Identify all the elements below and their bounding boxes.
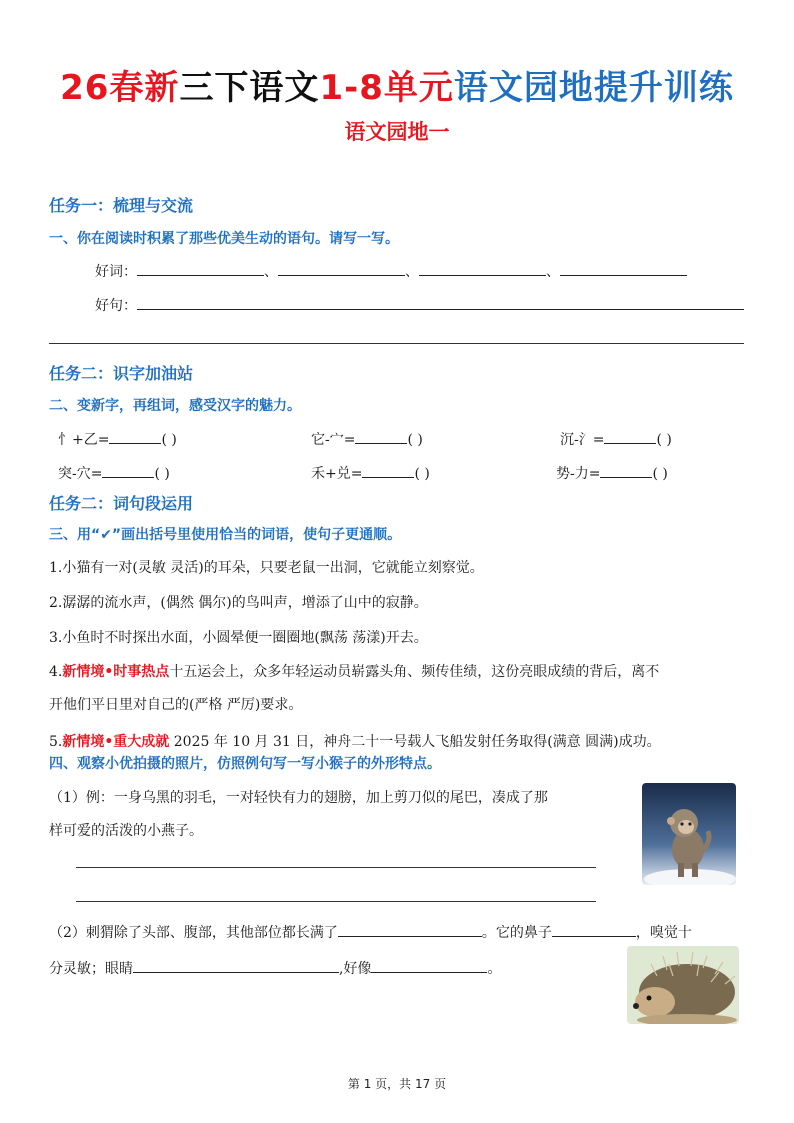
good-sentence-blank-2[interactable]: [49, 343, 744, 344]
hedgehog-image: [627, 946, 739, 1024]
sentence-text: 十五运会上，众多年轻运动员崭露头角、频传佳绩，这份亮眼成绩的背后，离不: [169, 664, 660, 680]
title-part-grade: 三下语文: [179, 68, 320, 108]
monkey-image: [642, 783, 736, 885]
good-word-blank-3[interactable]: [419, 260, 546, 276]
example-1-line2: 样可爱的活泼的小燕子。: [49, 823, 203, 839]
hedgehog-photo: [627, 946, 739, 1024]
task2-heading: 任务二：识字加油站: [49, 364, 194, 383]
sentence-4-cont: 开他们平日里对自己的(严格 严厉)要求。: [49, 697, 303, 713]
hedgehog-spines-blank[interactable]: [338, 921, 482, 937]
hedgehog-text: ，嗅觉十: [635, 925, 692, 941]
sentence-3: 3.小鱼时不时探出水面，小圆晕便一圈圈地(飘荡 荡漾)开去。: [49, 630, 428, 646]
word-paren: ( ): [652, 466, 668, 482]
document-subtitle: 语文园地一: [344, 120, 450, 144]
context-tag: 新情境•时事热点: [62, 664, 170, 680]
sentence-number: 5.: [49, 734, 63, 750]
char-item-6: [556, 462, 668, 483]
hedgehog-text: ,好像: [339, 961, 372, 977]
word-paren: ( ): [407, 432, 423, 448]
char-expression: 势-力=: [556, 466, 601, 482]
hedgehog-text: 分灵敏；眼睛: [49, 961, 133, 977]
word-paren: ( ): [154, 466, 170, 482]
question3-heading: 三、用“✔”画出括号里使用恰当的词语，使句子更通顺。: [49, 527, 402, 543]
char-answer-blank[interactable]: [109, 428, 161, 444]
title-part-season: 26春新: [60, 68, 180, 108]
char-answer-blank[interactable]: [604, 428, 656, 444]
monkey-photo: [642, 783, 736, 885]
context-tag: 新情境•重大成就: [62, 734, 170, 750]
monkey-answer-blank-1[interactable]: [76, 867, 596, 868]
task1-heading: 任务一：梳理与交流: [49, 196, 194, 215]
sentence-2: 2.潺潺的流水声，(偶然 偶尔)的鸟叫声，增添了山中的寂静。: [49, 595, 428, 611]
sentence-4: [49, 661, 659, 681]
good-sentence-row: [95, 294, 744, 315]
char-answer-blank[interactable]: [600, 462, 652, 478]
char-answer-blank[interactable]: [102, 462, 154, 478]
hedgehog-nose-blank[interactable]: [552, 921, 636, 937]
char-expression: 突-穴=: [58, 466, 103, 482]
sentence-text: 2025 年 10 月 31 日，神舟二十一号载人飞船发射任务取得(满意 圆满)成功。: [169, 734, 661, 750]
page-footer: 第 1 页，共 17 页: [347, 1077, 447, 1091]
hedgehog-text: 。: [487, 961, 502, 977]
title-part-units: 1-8单元: [319, 68, 454, 108]
good-sentence-blank-1[interactable]: [137, 294, 744, 310]
char-expression: 沉-氵=: [560, 432, 605, 448]
separator: 、: [264, 264, 278, 280]
question4-heading: 四、观察小优拍摄的照片，仿照例句写一写小猴子的外形特点。: [49, 756, 441, 772]
good-words-row: [95, 260, 687, 281]
good-word-blank-2[interactable]: [278, 260, 405, 276]
char-item-3: [560, 428, 672, 449]
title-part-topic: 语文园地提升训练: [453, 68, 734, 108]
separator: 、: [405, 264, 419, 280]
char-item-2: [311, 428, 423, 449]
hedgehog-eyes-blank[interactable]: [133, 957, 339, 973]
hedgehog-simile-blank[interactable]: [371, 957, 487, 973]
char-answer-blank[interactable]: [355, 428, 407, 444]
sentence-number: 4.: [49, 664, 63, 680]
good-words-label: 好词：: [95, 264, 137, 280]
char-item-4: [58, 462, 170, 483]
document-title: [0, 60, 794, 109]
char-expression: 它-宀=: [311, 432, 356, 448]
char-item-1: [58, 428, 177, 449]
char-expression: 忄+乙=: [58, 432, 110, 448]
good-sentence-label: 好句：: [95, 298, 137, 314]
good-word-blank-4[interactable]: [560, 260, 687, 276]
monkey-answer-blank-2[interactable]: [76, 901, 596, 902]
good-word-blank-1[interactable]: [137, 260, 264, 276]
hedgehog-text: 。它的鼻子: [481, 925, 552, 941]
hedgehog-text: （2）刺猬除了头部、腹部，其他部位都长满了: [49, 925, 338, 941]
char-expression: 禾+兑=: [311, 466, 363, 482]
sentence-5: [49, 731, 661, 751]
char-item-5: [311, 462, 430, 483]
question2-heading: 二、变新字，再组词，感受汉字的魅力。: [49, 398, 301, 414]
word-paren: ( ): [414, 466, 430, 482]
question1-heading: 一、你在阅读时积累了那些优美生动的语句。请写一写。: [49, 231, 399, 247]
sentence-1: 1.小猫有一对(灵敏 灵活)的耳朵，只要老鼠一出洞，它就能立刻察觉。: [49, 560, 484, 576]
example-1-line1: （1）例：一身乌黑的羽毛，一对轻快有力的翅膀，加上剪刀似的尾巴，凑成了那: [49, 790, 548, 806]
char-answer-blank[interactable]: [362, 462, 414, 478]
example-2-line2: [49, 957, 501, 978]
word-paren: ( ): [161, 432, 177, 448]
word-paren: ( ): [656, 432, 672, 448]
separator: 、: [546, 264, 560, 280]
task3-heading: 任务二：词句段运用: [49, 494, 194, 513]
example-2-line1: [49, 921, 692, 942]
